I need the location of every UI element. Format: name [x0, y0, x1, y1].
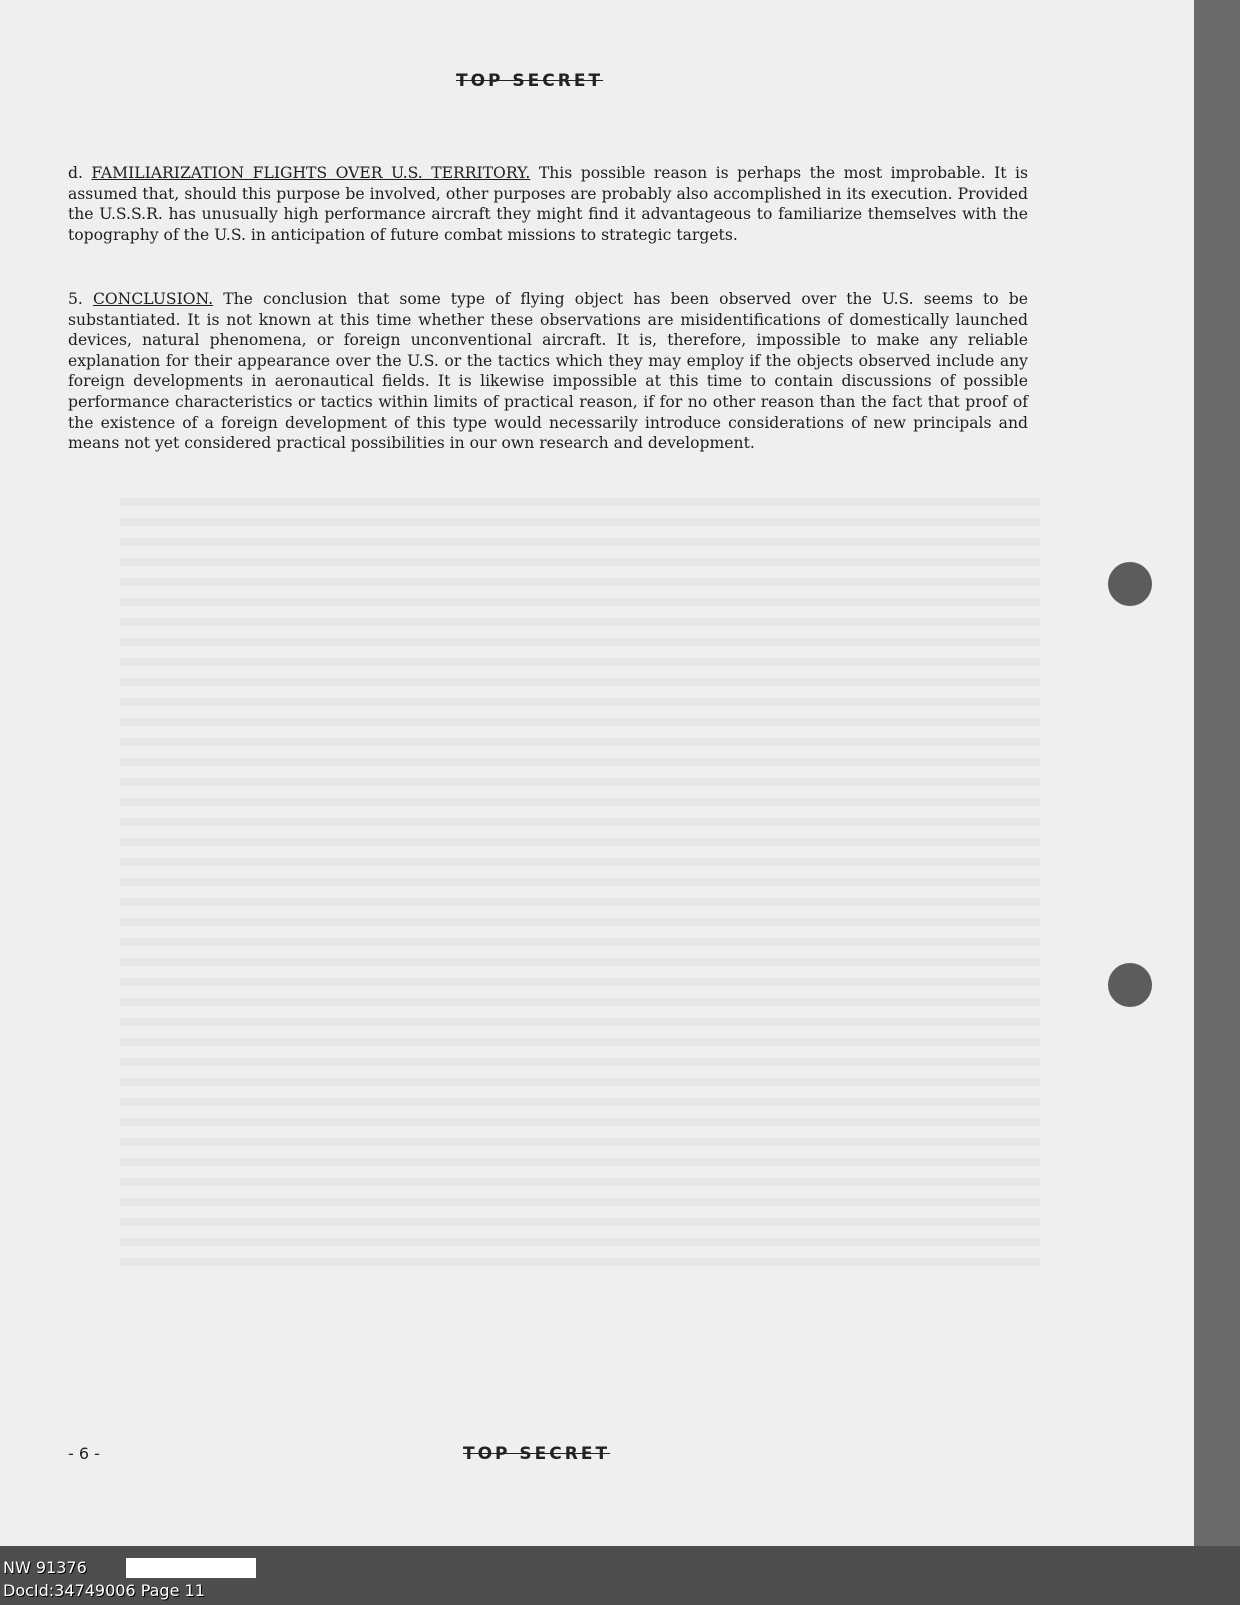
- paragraph-5-conclusion: [68, 289, 1028, 454]
- header-classification-marking: TOP SECRET: [456, 71, 604, 91]
- paragraph-5-prefix: 5.: [68, 290, 93, 308]
- docid-label: DocId:34749006 Page 11: [3, 1581, 205, 1600]
- paragraph-5-heading: CONCLUSION.: [92, 290, 214, 308]
- nw-record-label: NW 91376: [3, 1558, 87, 1577]
- paragraph-d-prefix: d.: [68, 164, 92, 182]
- punch-hole: [1108, 963, 1152, 1007]
- paragraph-d-heading: FAMILIARIZATION FLIGHTS OVER U.S. TERRITORY.: [91, 164, 531, 182]
- paragraph-d: [68, 163, 1028, 245]
- page-number: - 6 -: [68, 1444, 100, 1463]
- scan-margin-right: [1194, 0, 1240, 1546]
- bleed-through-shadow: [120, 498, 1040, 1268]
- footer-classification-marking: TOP SECRET: [463, 1444, 611, 1464]
- punch-hole: [1108, 562, 1152, 606]
- redaction-box: [126, 1558, 256, 1578]
- paragraph-d-body: This possible reason is perhaps the most improbable. It is assumed that, should this purpose be involved, other purposes are probably also accomplished in its execution. Provided the U.S.S.R. has unusually high performance aircraft they might find it advantageous to familiarize themselves with the topography of the U.S. in anticipation of future combat missions to strategic targets.: [68, 164, 1028, 244]
- paragraph-5-body: The conclusion that some type of flying object has been observed over the U.S. seems to be substantiated. It is not known at this time whether these observations are misidentifications of domestically launched devices, natural phenomena, or foreign unconventional aircraft. It is, therefore, impossible to make any reliable explanation for their appearance over the U.S. or the tactics which they may employ if the objects observed include any foreign developments in aeronautical fields. It is likewise impossible at this time to contain discussions of possible performance characteristics or tactics within limits of practical reason, if for no other reason than the fact that proof of the existence of a foreign development of this type would necessarily introduce considerations of new principals and means not yet considered practical possibilities in our own research and development.: [68, 290, 1028, 453]
